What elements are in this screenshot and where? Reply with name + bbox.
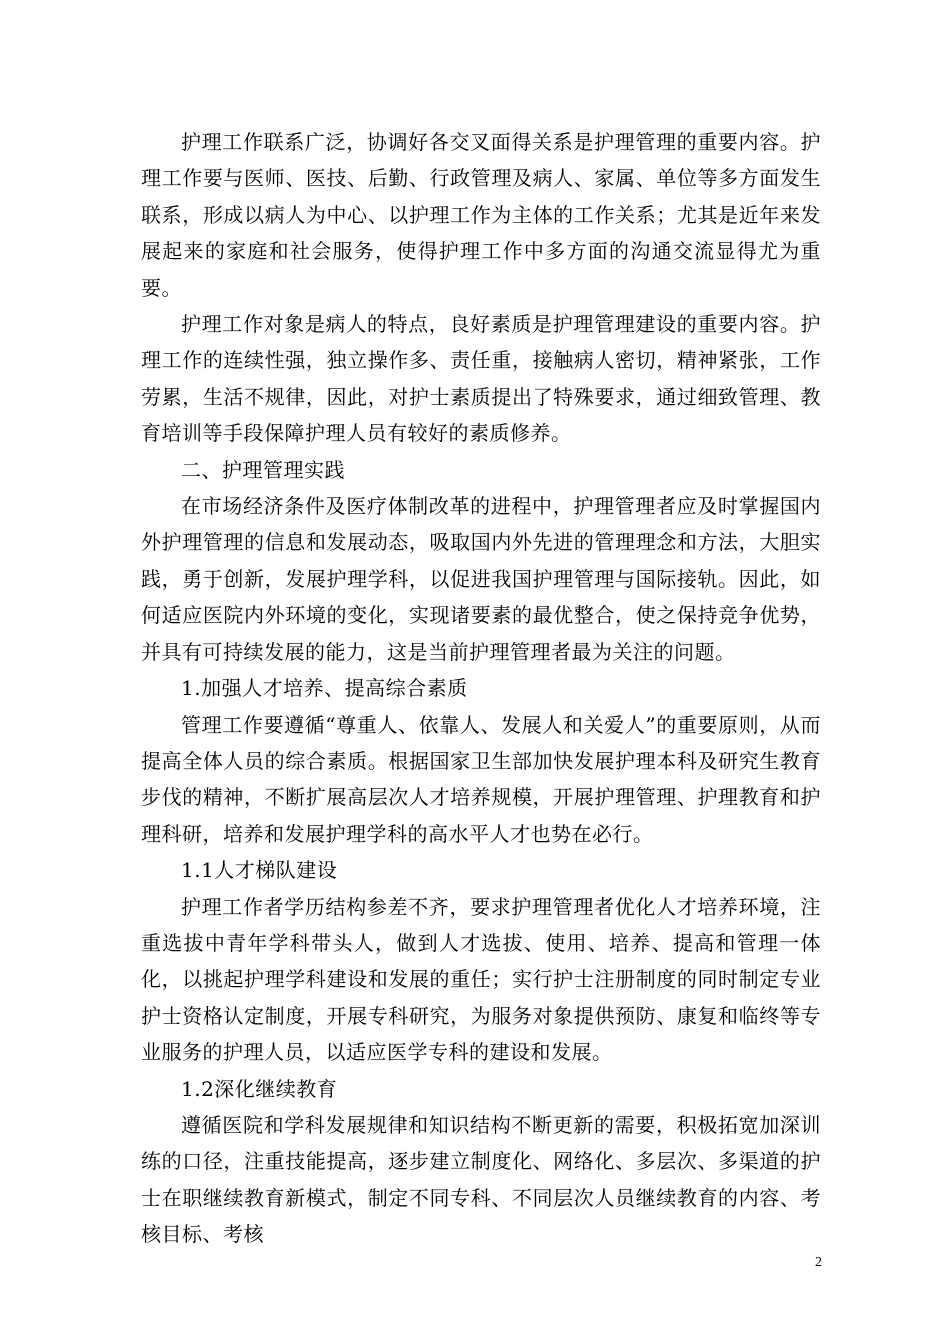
paragraph-nurse-quality: 护理工作对象是病人的特点，良好素质是护理管理建设的重要内容。护理工作的连续性强，独立操作多、责任重，接触病人密切，精神紧张，工作劳累，生活不规律，因此，对护士素质提出了特殊要求，通过细致管理、教育培训等手段保障护理人员有较好的素质修养。 — [141, 312, 821, 446]
paragraph-management-principles: 管理工作要遵循“尊重人、依靠人、发展人和关爱人”的重要原则，从而提高全体人员的综合素质。根据国家卫生部加快发展护理本科及研究生教育步伐的精神，不断扩展高层次人才培养规模，开展护理管理、护理教育和护理科研，培养和发展护理学科的高水平人才也势在必行。 — [141, 712, 821, 846]
paragraph-talent-echelon: 护理工作者学历结构参差不齐，要求护理管理者优化人才培养环境，注重选拔中青年学科带头人，做到人才选拔、使用、培养、提高和管理一体化，以挑起护理学科建设和发展的重任；实行护士注册制度的同时制定专业护士资格认定制度，开展专科研究，为服务对象提供预防、康复和临终等专业服务的护理人员，以适应医学专科的建设和发展。 — [141, 894, 821, 1065]
section-heading-practice: 二、护理管理实践 — [181, 457, 345, 482]
subsection-heading-talent: 1.加强人才培养、提高综合素质 — [181, 676, 468, 701]
subsection-heading-continuing-education: 1.2深化继续教育 — [181, 1076, 338, 1101]
page-number: 2 — [815, 1255, 822, 1270]
paragraph-coordination: 护理工作联系广泛，协调好各交叉面得关系是护理管理的重要内容。护理工作要与医师、医技、后勤、行政管理及病人、家属、单位等多方面发生联系，形成以病人为中心、以护理工作为主体的工作关系；尤其是近年来发展起来的家庭和社会服务，使得护理工作中多方面的沟通交流显得尤为重要。 — [141, 130, 821, 300]
subsection-heading-talent-echelon: 1.1人才梯队建设 — [181, 858, 338, 883]
document-body — [141, 124, 821, 1253]
paragraph-market-reform: 在市场经济条件及医疗体制改革的进程中，护理管理者应及时掌握国内外护理管理的信息和发展动态，吸取国内外先进的管理理念和方法，大胆实践，勇于创新，发展护理学科，以促进我国护理管理与国际接轨。因此，如何适应医院内外环境的变化，实现诸要素的最优整合，使之保持竞争优势，并具有可持续发展的能力，这是当前护理管理者最为关注的问题。 — [141, 494, 821, 664]
paragraph-continuing-education: 遵循医院和学科发展规律和知识结构不断更新的需要，积极拓宽加深训练的口径，注重技能提高，逐步建立制度化、网络化、多层次、多渠道的护士在职继续教育新模式，制定不同专科、不同层次人员继续教育的内容、考核目标、考核 — [141, 1112, 821, 1247]
